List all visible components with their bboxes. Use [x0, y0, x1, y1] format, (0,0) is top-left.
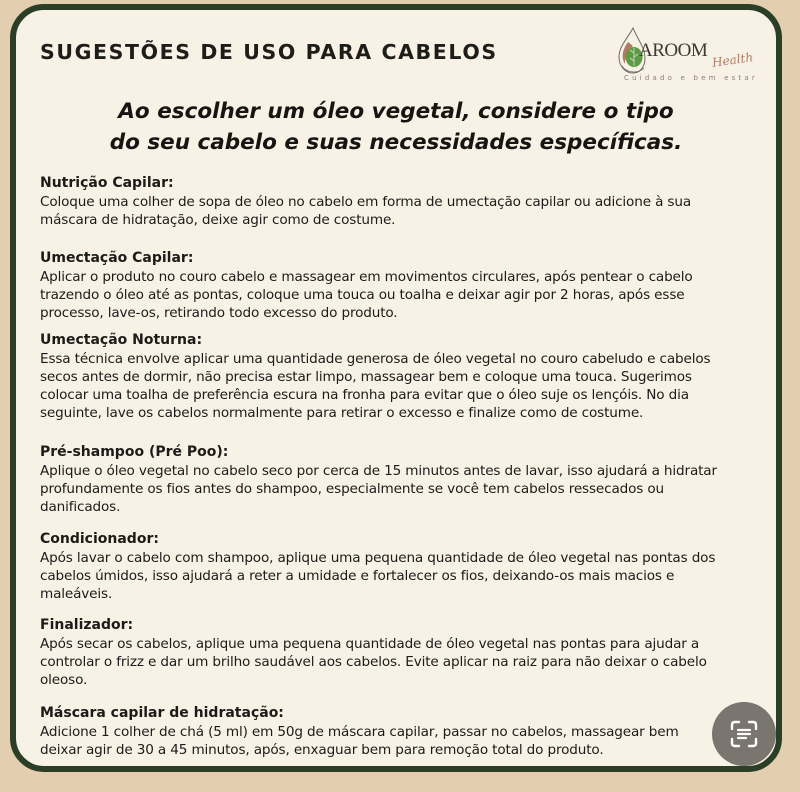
- section-line: controlar o frizz e dar um brilho saudável aos cabelos. Evite aplicar na raiz para não deixar o cabelo: [40, 654, 707, 670]
- logo-script: Health: [711, 50, 754, 70]
- page-title: SUGESTÕES DE USO PARA CABELOS: [40, 40, 498, 64]
- section-line: Adicione 1 colher de chá (5 ml) em 50g de máscara capilar, passar no cabelos, massagear bem: [40, 724, 679, 740]
- intro-line-2: do seu cabelo e suas necessidades específicas.: [109, 130, 683, 155]
- section-umectacao: [40, 249, 760, 322]
- section-line: processo, lave-os, retirando todo excesso do produto.: [40, 305, 398, 321]
- logo-tagline: Cuidado e bem estar: [624, 74, 758, 82]
- section-line: cabelos úmidos, isso ajudará a reter a umidade e fortalecer os fios, deixando-os mais macios e: [40, 568, 675, 584]
- section-line: danificados.: [40, 499, 121, 515]
- section-line: Aplique o óleo vegetal no cabelo seco por cerca de 15 minutos antes de lavar, isso ajudará a hidratar: [40, 463, 717, 479]
- section-line: maleáveis.: [40, 586, 113, 602]
- text-scan-icon: [729, 719, 759, 749]
- section-finalizador: [40, 616, 760, 689]
- section-line: trazendo o óleo até as pontas, coloque uma touca ou toalha e deixar agir por 2 horas, após esse: [40, 287, 685, 303]
- section-mascara: [40, 704, 760, 759]
- section-title: Pré-shampoo (Pré Poo):: [40, 444, 229, 460]
- section-condicionador: [40, 530, 760, 603]
- section-title: Condicionador:: [40, 531, 159, 547]
- section-line: colocar uma toalha de preferência escura na fronha para evitar que o óleo suje os lençóis. No dia: [40, 387, 689, 403]
- section-line: Coloque uma colher de sopa de óleo no cabelo em forma de umectação capilar ou adicione à sua: [40, 194, 692, 210]
- info-card: [10, 4, 782, 772]
- section-nutricao: [40, 174, 760, 229]
- section-title: Máscara capilar de hidratação:: [40, 705, 284, 721]
- brand-logo: [616, 26, 776, 88]
- section-line: deixar agir de 30 a 45 minutos, após, enxaguar bem para remoção total do produto.: [40, 742, 604, 758]
- section-line: Após lavar o cabelo com shampoo, aplique uma pequena quantidade de óleo vegetal nas pontas dos: [40, 550, 716, 566]
- usage-sections: [40, 174, 760, 759]
- section-title: Nutrição Capilar:: [40, 175, 174, 191]
- section-line: seguinte, lave os cabelos normalmente para retirar o excesso e finalize como de costume.: [40, 405, 644, 421]
- intro-line-1: Ao escolher um óleo vegetal, considere o tipo: [118, 99, 674, 124]
- section-line: secos antes de dormir, não precisa estar limpo, massagear bem e coloque uma touca. Sugerimos: [40, 369, 692, 385]
- section-title: Umectação Noturna:: [40, 332, 203, 348]
- section-line: máscara de hidratação, deixe agir como de costume.: [40, 212, 396, 228]
- section-line: oleoso.: [40, 672, 88, 688]
- intro-heading: [16, 96, 776, 158]
- section-line: Aplicar o produto no couro cabelo e massagear em movimentos circulares, após pentear o cabelo: [40, 269, 693, 285]
- section-line: Essa técnica envolve aplicar uma quantidade generosa de óleo vegetal no couro cabeludo e cabelos: [40, 351, 711, 367]
- section-line: profundamente os fios antes do shampoo, especialmente se você tem cabelos ressecados ou: [40, 481, 665, 497]
- section-umectacao-noturna: [40, 331, 760, 422]
- section-title: Umectação Capilar:: [40, 250, 194, 266]
- section-pre-shampoo: [40, 443, 760, 516]
- section-line: Após secar os cabelos, aplique uma pequena quantidade de óleo vegetal nas pontas para ajudar a: [40, 636, 700, 652]
- logo-name: AROOM: [639, 40, 708, 61]
- text-scan-button[interactable]: [712, 702, 776, 766]
- section-title: Finalizador:: [40, 617, 134, 633]
